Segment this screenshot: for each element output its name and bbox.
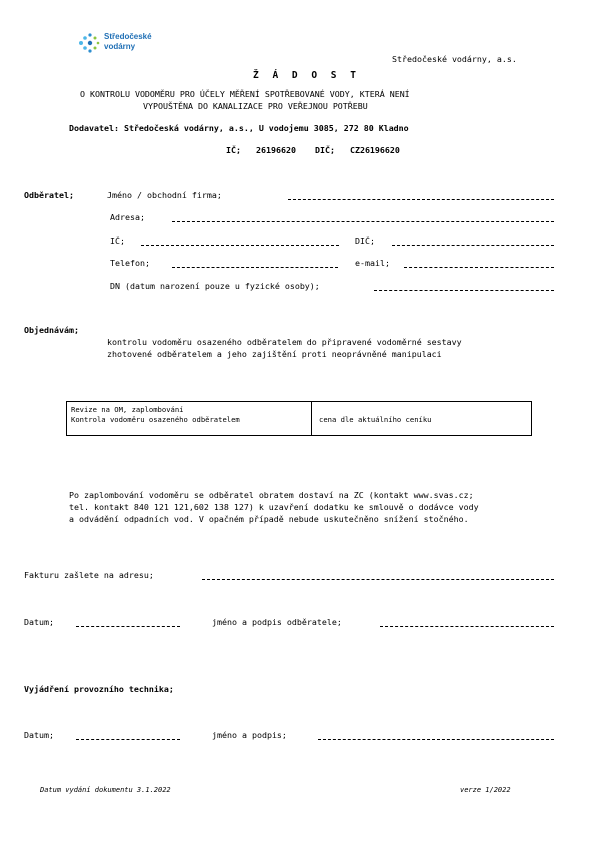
dn-label: DN (datum narození pouze u fyzické osoby); xyxy=(110,281,320,291)
technician-signature-label: jméno a podpis; xyxy=(212,730,287,740)
dic-label: DIČ; xyxy=(314,145,335,155)
phone-field[interactable] xyxy=(172,267,338,268)
date-field-1[interactable] xyxy=(76,626,180,627)
company-header: Středočeské vodárny, a.s. xyxy=(392,54,517,64)
address-label: Adresa; xyxy=(110,212,145,222)
customer-label: Odběratel; xyxy=(24,190,74,200)
date-label-1: Datum; xyxy=(24,617,54,627)
invoice-label: Fakturu zašlete na adresu; xyxy=(24,570,154,580)
technician-label: Vyjádření provozního technika; xyxy=(24,684,174,694)
footer-issue-date: Datum vydání dokumentu 3.1.2022 xyxy=(40,786,171,794)
service-line1: Revize na OM, zaplombování xyxy=(71,405,184,414)
date-field-2[interactable] xyxy=(76,739,180,740)
note-line3: a odvádění odpadních vod. V opačném případě nebude uskutečněno snížení stočného. xyxy=(69,514,469,524)
dn-field[interactable] xyxy=(374,290,554,291)
logo-line2: vodárny xyxy=(104,42,136,51)
supplier-line: Dodavatel: Středočeská vodárny, a.s., U vodojemu 3085, 272 80 Kladno xyxy=(69,123,409,133)
customer-ic-field[interactable] xyxy=(141,245,339,246)
order-label: Objednávám; xyxy=(24,325,79,335)
logo-text xyxy=(104,32,152,52)
customer-signature-label: jméno a podpis odběratele; xyxy=(212,617,342,627)
ic-value: 26196620 xyxy=(256,145,296,155)
price-cell: cena dle aktuálního ceníku xyxy=(319,415,432,424)
document-title: Ž Á D O S T xyxy=(253,70,360,81)
service-cell xyxy=(67,402,312,435)
email-field[interactable] xyxy=(404,267,554,268)
dic-value: CZ26196620 xyxy=(349,145,400,155)
name-field[interactable] xyxy=(288,199,554,200)
ic-label: IČ; xyxy=(226,145,241,155)
email-label: e-mail; xyxy=(355,258,390,268)
service-table xyxy=(66,401,532,436)
customer-dic-label: DIČ; xyxy=(355,236,375,246)
invoice-address-field[interactable] xyxy=(202,579,554,580)
subtitle-line1: O KONTROLU VODOMĚRU PRO ÚČELY MĚŘENÍ SPOTŘEBOVANÉ VODY, KTERÁ NENÍ xyxy=(80,89,410,99)
logo-line1: Středočeské xyxy=(104,32,152,41)
technician-signature-field[interactable] xyxy=(318,739,554,740)
note-line2: tel. kontakt 840 121 121,602 138 127) k uzavření dodatku ke smlouvě o dodávce vody xyxy=(69,502,479,512)
subtitle-line2: VYPOUŠTĚNA DO KANALIZACE PRO VEŘEJNOU POTŘEBU xyxy=(143,101,368,111)
date-label-2: Datum; xyxy=(24,730,54,740)
address-field[interactable] xyxy=(172,221,554,222)
customer-dic-field[interactable] xyxy=(392,245,554,246)
order-line2: zhotovené odběratelem a jeho zajištění proti neoprávněné manipulaci xyxy=(107,349,442,359)
phone-label: Telefon; xyxy=(110,258,150,268)
customer-ic-label: IČ; xyxy=(110,236,125,246)
footer-version: verze 1/2022 xyxy=(460,786,511,794)
name-label: Jméno / obchodní firma; xyxy=(107,190,222,200)
supplier-ids xyxy=(226,145,400,155)
order-line1: kontrolu vodoměru osazeného odběratelem do připravené vodoměrné sestavy xyxy=(107,337,462,347)
company-logo xyxy=(76,30,166,58)
note-line1: Po zaplombování vodoměru se odběratel obratem dostaví na ZC (kontakt www.svas.cz; xyxy=(69,490,474,500)
service-line2: Kontrola vodoměru osazeného odběratelem xyxy=(71,415,240,424)
logo-dots-icon xyxy=(76,30,102,56)
customer-signature-field[interactable] xyxy=(380,626,554,627)
